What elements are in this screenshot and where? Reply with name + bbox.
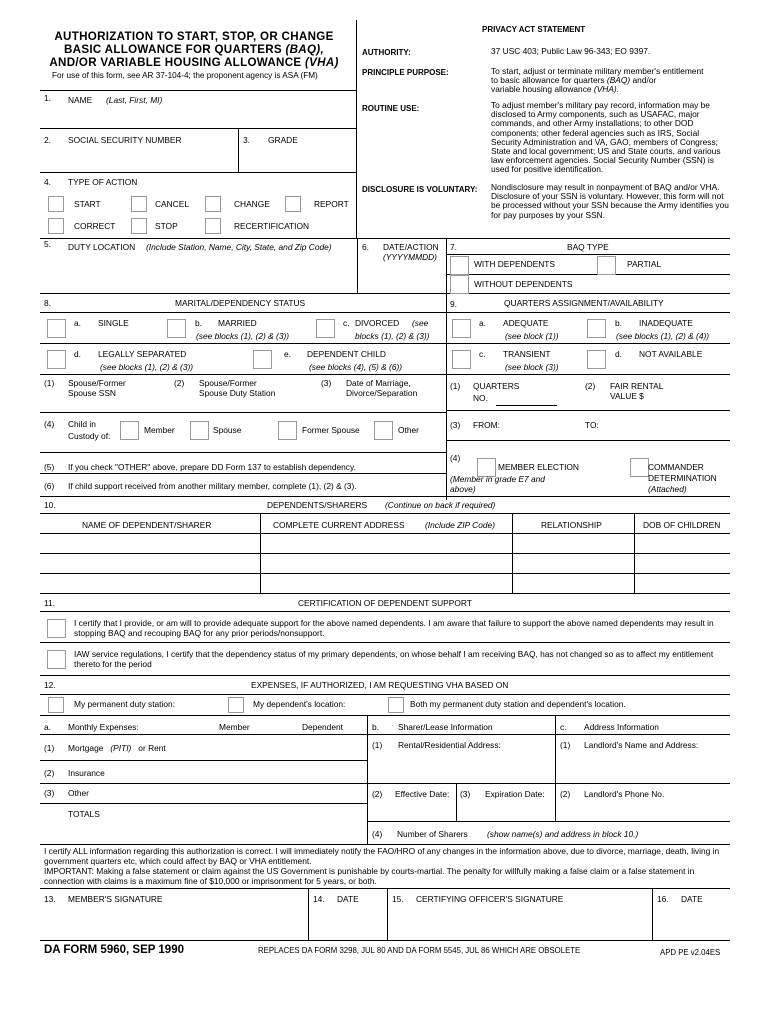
marriage-date-label: Date of Marriage,: [346, 378, 411, 388]
title-line-1: AUTHORIZATION TO START, STOP, OR CHANGE: [54, 30, 334, 43]
election-num: (4): [450, 453, 461, 463]
block12-label: EXPENSES, IF AUTHORIZED, I AM REQUESTING VHA BASED ON: [251, 680, 509, 690]
to-field[interactable]: [605, 418, 725, 432]
to-label: TO:: [585, 420, 599, 430]
purpose-text-2b: (BAQ): [606, 75, 631, 85]
start-label: START: [74, 199, 101, 209]
custody-member-checkbox[interactable]: [120, 421, 139, 440]
mortgage-dependent-field[interactable]: [280, 738, 364, 756]
cert-status-checkbox[interactable]: [47, 650, 66, 669]
child-in-label: Child in: [68, 419, 96, 429]
vha-both-checkbox[interactable]: [388, 697, 404, 713]
partial-checkbox[interactable]: [597, 256, 616, 275]
start-checkbox[interactable]: [48, 196, 64, 212]
single-letter: a.: [74, 318, 81, 328]
recertification-checkbox[interactable]: [205, 218, 221, 234]
mortgage-text: Mortgage: [68, 743, 104, 753]
not-available-checkbox[interactable]: [587, 350, 606, 369]
divorce-separation-label: Divorce/Separation: [346, 388, 418, 398]
member-election-label: MEMBER ELECTION: [498, 462, 579, 472]
custody-num: (4): [44, 419, 55, 429]
sharers-label: Number of Sharers: [397, 829, 468, 839]
monthly-letter: a.: [44, 722, 51, 732]
custody-member-label: Member: [144, 425, 175, 435]
sharers-hint: (show name(s) and address in block 10.): [487, 829, 639, 839]
col-name-header: NAME OF DEPENDENT/SHARER: [82, 520, 212, 530]
dependent-relationship-field-1[interactable]: [514, 535, 632, 551]
commander-label-3: (Attached): [648, 484, 687, 494]
dependent-relationship-field-3[interactable]: [514, 575, 632, 591]
ssn-field[interactable]: [60, 148, 230, 168]
block4-label: TYPE OF ACTION: [68, 177, 138, 187]
block9-num: 9.: [450, 299, 457, 309]
block6-num: 6.: [362, 242, 369, 252]
landlord-field[interactable]: [560, 752, 726, 780]
disclosure-label: DISCLOSURE IS VOLUNTARY:: [362, 185, 478, 194]
adequate-letter: a.: [479, 318, 486, 328]
custody-of-label: Custody of:: [68, 431, 111, 441]
member-col-label: Member: [219, 722, 250, 732]
quarters-label: QUARTERS: [473, 381, 520, 391]
piti-text: (PITI): [110, 743, 132, 753]
commander-label-2: DETERMINATION: [648, 473, 717, 483]
line5-num: (5): [44, 462, 55, 472]
adequate-hint: (see block (1)): [505, 331, 559, 341]
divorced-letter: c.: [343, 318, 350, 328]
spouse-former-1: Spouse/Former: [68, 378, 126, 388]
spouse-ssn-num: (1): [44, 378, 55, 388]
dependent-address-field-1[interactable]: [262, 535, 510, 551]
col-address-header: COMPLETE CURRENT ADDRESS: [273, 520, 405, 530]
block3-num: 3.: [243, 135, 250, 145]
landlord-phone-num: (2): [560, 789, 571, 799]
name-field[interactable]: [60, 108, 350, 126]
form-title: [44, 30, 344, 69]
address-info-letter: c.: [560, 722, 567, 732]
date-action-field[interactable]: [362, 264, 442, 290]
block11-num: 11.: [44, 598, 56, 608]
block1-num: 1.: [44, 93, 51, 103]
landlord-num: (1): [560, 740, 571, 750]
version-text: APD PE v2.04ES: [660, 948, 721, 957]
purpose-text-3a: variable housing allowance: [491, 84, 594, 94]
form-subtitle: For use of this form, see AR 37-104-4; the proponent agency is ASA (FM): [52, 71, 318, 80]
insurance-num: (2): [44, 768, 55, 778]
block6-hint: (YYYYMMDD): [383, 252, 437, 262]
block2-label: SOCIAL SECURITY NUMBER: [68, 135, 182, 145]
transient-label: TRANSIENT: [503, 349, 551, 359]
block7-label: BAQ TYPE: [567, 242, 609, 252]
or-rent-text: or Rent: [138, 743, 166, 753]
custody-former-spouse-label: Former Spouse: [302, 425, 360, 435]
stop-label: STOP: [155, 221, 178, 231]
title-line-3: [44, 56, 344, 69]
title-line-2: [44, 43, 344, 56]
married-label: MARRIED: [218, 318, 257, 328]
block1-hint: (Last, First, MI): [106, 95, 163, 105]
dependent-name-field-3[interactable]: [42, 575, 258, 591]
disclosure-text: Nondisclosure may result in nonpayment of BAQ and/or VHA. Disclosure of your SSN is voluntary. However, this form will not be processed without your SSN because the Army identifies you for pay purposes by your SSN.: [491, 182, 729, 220]
officer-signature-label: CERTIFYING OFFICER'S SIGNATURE: [416, 894, 564, 904]
not-available-letter: d.: [615, 349, 622, 359]
block5-num: 5.: [44, 239, 51, 249]
sig15-num: 15.: [392, 894, 404, 904]
separated-label: LEGALLY SEPARATED: [98, 349, 187, 359]
with-dependents-label: WITH DEPENDENTS: [474, 259, 555, 269]
expiration-date-num: (3): [460, 789, 471, 799]
block10-num: 10.: [44, 500, 56, 510]
vha-duty-station-checkbox[interactable]: [48, 697, 64, 713]
member-signature-label: MEMBER'S SIGNATURE: [68, 894, 163, 904]
title-line-2a: BASIC ALLOWANCE FOR QUARTERS: [64, 43, 286, 56]
purpose-text-2a: to basic allowance for quarters: [491, 75, 607, 85]
from-field[interactable]: [505, 418, 580, 432]
vha-dependent-location-checkbox[interactable]: [228, 697, 244, 713]
totals-member-field[interactable]: [190, 806, 270, 824]
sig16-num: 16.: [657, 894, 669, 904]
effective-date-num: (2): [372, 789, 383, 799]
mortgage-member-field[interactable]: [190, 738, 270, 756]
commander-label-1: COMMANDER: [648, 462, 704, 472]
date16-field[interactable]: [656, 906, 728, 936]
correct-label: CORRECT: [74, 221, 116, 231]
divorced-checkbox[interactable]: [316, 319, 335, 338]
report-label: REPORT: [314, 199, 349, 209]
routine-text: To adjust member's military pay record, information may be disclosed to Army components, such as USAFAC, major commands, and other Army installations; to other DOD components; other federal agencies such as IRS, Social Security Administration and VA, GAO, members of Congress; State and local government; US and State courts, and various law enforcement agencies. Social Security Number (SSN) is used for positive identification.: [491, 100, 721, 175]
dependent-name-field-2[interactable]: [42, 555, 258, 571]
important-text: IMPORTANT: Making a false statement or claim against the US Government is punishable by courts-martial. The penalty for willfully making a false claim or a false statement in connection with claims is a maximum fine of $10,000 or imprisonment for 5 years, or both.: [44, 866, 695, 886]
sharer-label: Sharer/Lease Information: [398, 722, 493, 732]
custody-other-checkbox[interactable]: [374, 421, 393, 440]
quarters-num: (1): [450, 381, 461, 391]
col-dob-header: DOB OF CHILDREN: [643, 520, 721, 530]
dependent-child-hint: (see blocks (4), (5) & (6)): [309, 362, 403, 372]
cert-support-text: I certify that I provide, or am will to provide adequate support for the above named dependents. I am aware that failure to support the above named dependents may result in stopping BAQ and recouping BAQ for any prior periods/nonsupport.: [74, 618, 714, 639]
block11-label: CERTIFICATION OF DEPENDENT SUPPORT: [298, 598, 472, 608]
quarters-no-field[interactable]: [496, 391, 557, 404]
authority-label: AUTHORITY:: [362, 48, 411, 57]
purpose-text-2c: and/or: [630, 75, 657, 85]
cert-status-text: IAW service regulations, I certify that the dependency status of my primary dependents, on whose behalf I am receiving BAQ, has not changed so as to affect my entitlement thereto for the period: [74, 649, 714, 670]
separated-letter: d.: [74, 349, 81, 359]
correct-checkbox[interactable]: [48, 218, 64, 234]
other-expense-label: Other: [68, 788, 89, 798]
landlord-label: Landlord's Name and Address:: [584, 740, 699, 750]
married-letter: b.: [195, 318, 202, 328]
rental-address-num: (1): [372, 740, 383, 750]
grade-field[interactable]: [262, 148, 352, 168]
custody-spouse-label: Spouse: [213, 425, 242, 435]
custody-spouse-checkbox[interactable]: [190, 421, 209, 440]
title-line-3b: (VHA): [304, 56, 339, 69]
block8-label: MARITAL/DEPENDENCY STATUS: [175, 298, 306, 308]
block4-num: 4.: [44, 177, 51, 187]
without-dependents-label: WITHOUT DEPENDENTS: [474, 279, 573, 289]
cert-support-checkbox[interactable]: [47, 619, 66, 638]
dependent-dob-field-2[interactable]: [636, 555, 728, 571]
block2-num: 2.: [44, 135, 51, 145]
transient-checkbox[interactable]: [452, 350, 471, 369]
cancel-checkbox[interactable]: [131, 196, 147, 212]
from-label: FROM:: [473, 420, 500, 430]
sharer-letter: b.: [372, 722, 379, 732]
from-num: (3): [450, 420, 461, 430]
dependent-child-label: DEPENDENT CHILD: [307, 349, 386, 359]
privacy-heading: PRIVACY ACT STATEMENT: [482, 25, 586, 34]
member-signature-field[interactable]: [44, 906, 304, 936]
cancel-label: CANCEL: [155, 199, 189, 209]
fair-rental-label: FAIR RENTAL: [610, 381, 664, 391]
other-member-field[interactable]: [190, 785, 270, 801]
dependent-address-field-2[interactable]: [262, 555, 510, 571]
spouse-ssn-label: Spouse SSN: [68, 388, 116, 398]
member-election-hint-1: (Member in grade E7 and: [450, 474, 545, 484]
purpose-label: PRINCIPLE PURPOSE:: [362, 68, 449, 77]
form-number: DA FORM 5960, SEP 1990: [44, 944, 184, 956]
dependent-address-field-3[interactable]: [262, 575, 510, 591]
divorced-label: DIVORCED: [355, 318, 400, 328]
line6-num: (6): [44, 481, 55, 491]
col-address-hint: (Include ZIP Code): [425, 520, 495, 530]
block7-num: 7.: [450, 242, 457, 252]
report-checkbox[interactable]: [285, 196, 301, 212]
sig13-num: 13.: [44, 894, 56, 904]
mortgage-num: (1): [44, 743, 55, 753]
fair-rental-value-label: VALUE $: [610, 391, 644, 401]
duty-location-field[interactable]: [60, 255, 350, 291]
divorced-see: (see: [412, 318, 429, 328]
insurance-dependent-field[interactable]: [280, 763, 364, 781]
transient-hint: (see block (3)): [505, 362, 559, 372]
insurance-member-field[interactable]: [190, 763, 270, 781]
vha-both-label: Both my permanent duty station and dependent's location.: [410, 699, 626, 709]
effective-date-label: Effective Date:: [395, 789, 450, 799]
purpose-text-1: To start, adjust or terminate military member's entitlement: [491, 66, 704, 76]
col-relationship-header: RELATIONSHIP: [541, 520, 602, 530]
marriage-date-num: (3): [321, 378, 332, 388]
dependent-name-field-1[interactable]: [42, 535, 258, 551]
change-checkbox[interactable]: [205, 196, 221, 212]
purpose-text-3b: (VHA).: [593, 84, 620, 94]
single-checkbox[interactable]: [47, 319, 66, 338]
adequate-checkbox[interactable]: [452, 319, 471, 338]
expiration-date-label: Expiration Date:: [485, 789, 545, 799]
not-available-label: NOT AVAILABLE: [639, 349, 703, 359]
title-line-3a: AND/OR VARIABLE HOUSING ALLOWANCE: [49, 56, 305, 69]
replaces-text: REPLACES DA FORM 3298, JUL 80 AND DA FORM 5545, JUL 86 WHICH ARE OBSOLETE: [258, 946, 581, 955]
sharers-num: (4): [372, 829, 383, 839]
block6-label: DATE/ACTION: [383, 242, 439, 252]
date14-label: DATE: [337, 894, 359, 904]
block5-label: DUTY LOCATION: [68, 242, 136, 252]
block5-hint: (Include Station, Name, City, State, and Zip Code): [146, 242, 332, 252]
inadequate-letter: b.: [615, 318, 622, 328]
recertification-label: RECERTIFICATION: [234, 221, 310, 231]
separated-hint: (see blocks (1), (2) & (3)): [100, 362, 194, 372]
monthly-label: Monthly Expenses:: [68, 722, 139, 732]
landlord-phone-label: Landlord's Phone No.: [584, 789, 665, 799]
custody-former-spouse-checkbox[interactable]: [278, 421, 297, 440]
married-checkbox[interactable]: [167, 319, 186, 338]
block8-num: 8.: [44, 298, 51, 308]
single-label: SINGLE: [98, 318, 129, 328]
divorced-hint: blocks (1), (2) & (3)): [355, 331, 430, 341]
married-hint: (see blocks (1), (2) & (3)): [196, 331, 290, 341]
inadequate-hint: (see blocks (1), (2) & (4)): [616, 331, 710, 341]
dependent-child-letter: e.: [284, 349, 291, 359]
dependent-dob-field-1[interactable]: [636, 535, 728, 551]
authority-text: 37 USC 403; Public Law 96-343; EO 9397.: [491, 46, 651, 56]
block10-label: DEPENDENTS/SHARERS: [267, 500, 368, 510]
routine-label: ROUTINE USE:: [362, 104, 420, 113]
dependent-col-label: Dependent: [302, 722, 343, 732]
other-dependent-field[interactable]: [280, 785, 364, 801]
partial-label: PARTIAL: [627, 259, 662, 269]
stop-checkbox[interactable]: [131, 218, 147, 234]
rental-address-field[interactable]: [372, 752, 552, 780]
vha-dependent-location-label: My dependent's location:: [253, 699, 346, 709]
block1-label: NAME: [68, 95, 93, 105]
dependent-dob-field-3[interactable]: [636, 575, 728, 591]
adequate-label: ADEQUATE: [503, 318, 549, 328]
separated-checkbox[interactable]: [47, 350, 66, 369]
member-election-hint-2: above): [450, 484, 476, 494]
custody-other-label: Other: [398, 425, 419, 435]
address-info-label: Address Information: [584, 722, 659, 732]
totals-dependent-field[interactable]: [280, 806, 364, 824]
spouse-duty-label: Spouse Duty Station: [199, 388, 276, 398]
title-line-2b: (BAQ),: [285, 43, 324, 56]
line6-text: If child support received from another military member, complete (1), (2) & (3).: [68, 481, 357, 491]
rental-address-label: Rental/Residential Address:: [398, 740, 501, 750]
block12-num: 12.: [44, 680, 56, 690]
insurance-label: Insurance: [68, 768, 105, 778]
officer-signature-field[interactable]: [392, 906, 648, 936]
vha-duty-station-label: My permanent duty station:: [74, 699, 176, 709]
date14-field[interactable]: [312, 906, 384, 936]
change-label: CHANGE: [234, 199, 270, 209]
quarters-no-line: [496, 405, 557, 406]
dependent-relationship-field-2[interactable]: [514, 555, 632, 571]
sig14-num: 14.: [313, 894, 325, 904]
transient-letter: c.: [479, 349, 486, 359]
spouse-duty-num: (2): [174, 378, 185, 388]
totals-label: TOTALS: [68, 809, 100, 819]
date16-label: DATE: [681, 894, 703, 904]
spouse-former-2: Spouse/Former: [199, 378, 257, 388]
line5-text: If you check "OTHER" above, prepare DD Form 137 to establish dependency.: [68, 462, 356, 472]
certify-text: I certify ALL information regarding this authorization is correct. I will immediately notify the FAO/HRO of any changes in the information above, due to divorce, marriage, death, living in government quarters etc, which could affect by BAQ or VHA entitlement.: [44, 846, 720, 866]
quarters-no-label: NO.: [473, 393, 488, 403]
fair-rental-value-field[interactable]: [650, 389, 726, 403]
dependent-child-checkbox[interactable]: [253, 350, 272, 369]
fair-rental-num: (2): [585, 381, 596, 391]
inadequate-label: INADEQUATE: [639, 318, 693, 328]
block9-label: QUARTERS ASSIGNMENT/AVAILABILITY: [504, 298, 664, 308]
mortgage-label: [68, 743, 166, 753]
block10-hint: (Continue on back if required): [385, 500, 496, 510]
block3-label: GRADE: [268, 135, 298, 145]
commander-determination-checkbox[interactable]: [630, 458, 649, 477]
other-expense-num: (3): [44, 788, 55, 798]
without-dependents-checkbox[interactable]: [450, 275, 469, 294]
inadequate-checkbox[interactable]: [587, 319, 606, 338]
with-dependents-checkbox[interactable]: [450, 256, 469, 275]
purpose-text-3: [491, 84, 619, 94]
